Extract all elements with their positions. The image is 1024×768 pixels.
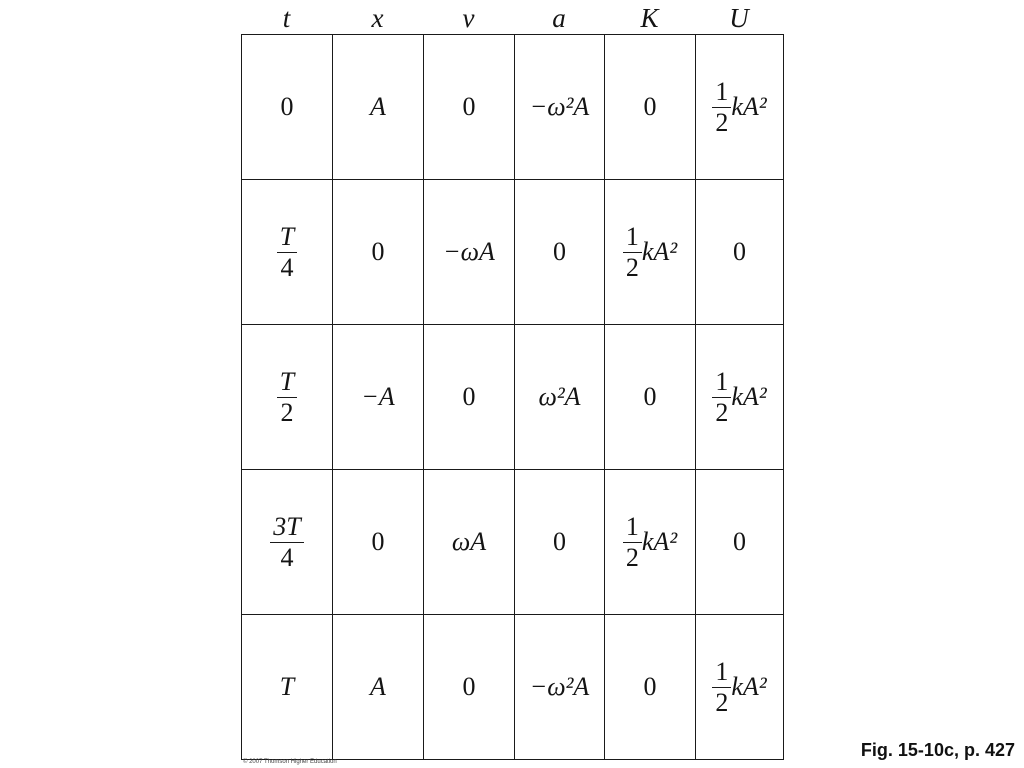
- cell-x: A: [333, 615, 424, 760]
- cell-v: 0: [424, 615, 515, 760]
- table-row: [242, 325, 784, 470]
- header-a: a: [552, 3, 566, 33]
- cell-a: −ω²A: [515, 615, 605, 760]
- cell-t: [242, 325, 333, 470]
- cell-t: [242, 470, 333, 615]
- cell-k: 0: [605, 325, 696, 470]
- cell-a: 0: [515, 470, 605, 615]
- cell-k: $\frac{1}{2}$ kA²: [605, 470, 696, 615]
- fraction: $\frac{1}{2}$: [712, 78, 731, 136]
- header-v: v: [462, 3, 475, 33]
- cell-k: $\frac{1}{2}$ kA²: [605, 180, 696, 325]
- table-row: [242, 180, 784, 325]
- header-k: K: [640, 3, 659, 33]
- fraction: $\frac{1}{2}$: [623, 513, 642, 571]
- cell-x: −A: [333, 325, 424, 470]
- table-row: [242, 470, 784, 615]
- cell-u: 0: [696, 470, 784, 615]
- header-x: x: [371, 3, 384, 33]
- cell-v: ωA: [424, 470, 515, 615]
- cell-u: $\frac{1}{2}$ kA²: [696, 35, 784, 180]
- fraction: $\frac{T}{2}$: [277, 368, 297, 426]
- cell-t: T: [242, 615, 333, 760]
- fraction: $\frac{T}{4}$: [277, 223, 297, 281]
- copyright-notice: © 2007 Thomson Higher Education: [243, 759, 337, 765]
- cell-u: $\frac{1}{2}$ kA²: [696, 325, 784, 470]
- figure-caption: Fig. 15-10c, p. 427: [860, 740, 1015, 760]
- cell-t: [242, 180, 333, 325]
- cell-t: 0: [242, 35, 333, 180]
- fraction: $\frac{1}{2}$: [623, 223, 642, 281]
- cell-v: −ωA: [424, 180, 515, 325]
- shm-values-table: [241, 34, 784, 760]
- fraction: $\frac{1}{2}$: [712, 368, 731, 426]
- cell-x: 0: [333, 470, 424, 615]
- cell-k: 0: [605, 615, 696, 760]
- cell-v: 0: [424, 35, 515, 180]
- cell-k: 0: [605, 35, 696, 180]
- cell-x: 0: [333, 180, 424, 325]
- fraction: $\frac{1}{2}$: [712, 658, 731, 716]
- cell-u: $\frac{1}{2}$ kA²: [696, 615, 784, 760]
- table-row: [242, 35, 784, 180]
- cell-a: ω²A: [515, 325, 605, 470]
- cell-u: 0: [696, 180, 784, 325]
- header-t: t: [282, 3, 291, 33]
- cell-a: −ω²A: [515, 35, 605, 180]
- cell-a: 0: [515, 180, 605, 325]
- table-row: [242, 615, 784, 760]
- cell-v: 0: [424, 325, 515, 470]
- cell-x: A: [333, 35, 424, 180]
- fraction: $\frac{3T}{4}$: [270, 513, 303, 571]
- header-u: U: [729, 3, 749, 33]
